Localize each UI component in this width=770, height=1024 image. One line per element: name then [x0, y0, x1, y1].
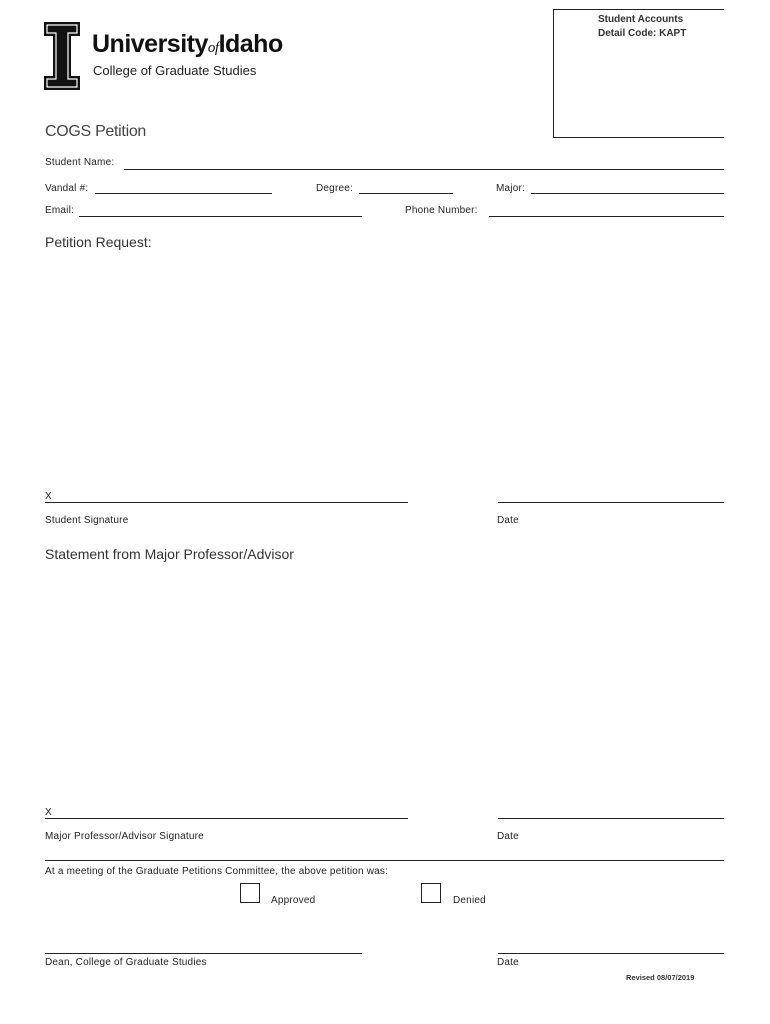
logo-university-text: University	[92, 30, 208, 58]
statement-area[interactable]	[45, 568, 724, 800]
advisor-signature-line[interactable]	[45, 806, 408, 819]
phone-number-field[interactable]	[489, 204, 724, 217]
logo-of-text: of	[207, 40, 219, 56]
approved-checkbox[interactable]	[240, 883, 260, 903]
dean-date-line[interactable]	[498, 941, 724, 954]
vandal-label: Vandal #:	[45, 183, 89, 194]
revised-date: Revised 08/07/2019	[626, 973, 695, 982]
committee-text: At a meeting of the Graduate Petitions Committee, the above petition was:	[45, 866, 389, 877]
student-date-line[interactable]	[498, 490, 724, 503]
student-signature-line[interactable]	[45, 490, 408, 503]
divider	[45, 860, 724, 861]
student-signature-label: Student Signature	[45, 515, 129, 526]
petition-request-area[interactable]	[45, 256, 724, 486]
student-name-field[interactable]	[124, 155, 724, 170]
student-name-label: Student Name:	[45, 157, 115, 168]
major-label: Major:	[496, 183, 525, 194]
student-accounts-box	[553, 9, 724, 138]
email-field[interactable]	[79, 204, 362, 217]
vandal-number-field[interactable]	[95, 180, 272, 194]
dean-label: Dean, College of Graduate Studies	[45, 957, 207, 968]
accounts-title: Student Accounts	[598, 14, 684, 25]
degree-field[interactable]	[359, 180, 453, 194]
email-label: Email:	[45, 205, 74, 216]
x-mark: X	[45, 491, 52, 502]
advisor-signature-label: Major Professor/Advisor Signature	[45, 831, 204, 842]
major-field[interactable]	[531, 180, 724, 194]
dean-signature-line[interactable]	[45, 941, 362, 954]
petition-request-heading: Petition Request:	[45, 234, 152, 250]
student-date-label: Date	[497, 515, 519, 526]
statement-heading: Statement from Major Professor/Advisor	[45, 546, 294, 562]
block-i-logo-icon	[44, 22, 80, 90]
phone-label: Phone Number:	[405, 205, 478, 216]
denied-label: Denied	[453, 895, 486, 906]
dean-date-label: Date	[497, 957, 519, 968]
approved-label: Approved	[271, 895, 316, 906]
logo-college-text: College of Graduate Studies	[93, 63, 257, 78]
university-logo	[44, 22, 304, 92]
x-mark: X	[45, 807, 52, 818]
denied-checkbox[interactable]	[421, 883, 441, 903]
advisor-date-line[interactable]	[498, 806, 724, 819]
degree-label: Degree:	[316, 183, 353, 194]
form-title: COGS Petition	[45, 123, 147, 140]
logo-idaho-text: Idaho	[218, 30, 283, 58]
advisor-date-label: Date	[497, 831, 519, 842]
accounts-detail-code: Detail Code: KAPT	[598, 28, 687, 39]
